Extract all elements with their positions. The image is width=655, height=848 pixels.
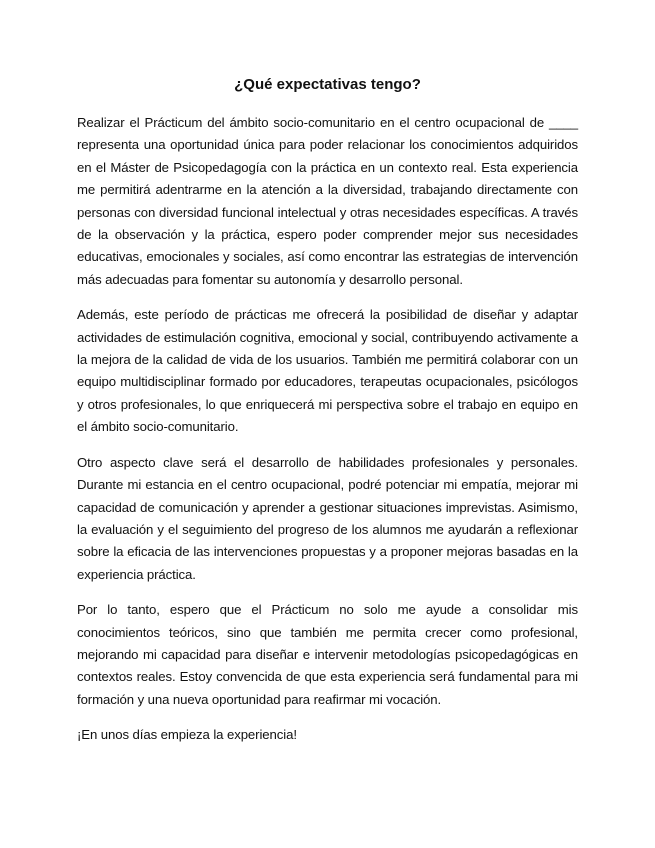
document-page — [77, 74, 578, 760]
paragraph-1: Realizar el Prácticum del ámbito socio-comunitario en el centro ocupacional de ____ representa una oportunidad única para poder relacionar los conocimientos adquiridos en el Máster de Psicopedagogía con la práctica en un contexto real. Esta experiencia me permitirá adentrarme en la atención a la diversidad, trabajando directamente con personas con diversidad funcional intelectual y otras necesidades específicas. A través de la observación y la práctica, espero poder comprender mejor sus necesidades educativas, emocionales y sociales, así como encontrar las estrategias de intervención más adecuadas para fomentar su autonomía y desarrollo personal. — [77, 115, 578, 287]
document-title: ¿Qué expectativas tengo? — [234, 76, 421, 93]
paragraph-4: Por lo tanto, espero que el Prácticum no solo me ayude a consolidar mis conocimientos teóricos, sino que también me permita crecer como profesional, mejorando mi capacidad para diseñar e intervenir metodologías psicopedagógicas en contextos reales. Estoy convencida de que esta experiencia será fundamental para mi formación y una nueva oportunidad para reafirmar mi vocación. — [77, 602, 578, 707]
paragraph-3: Otro aspecto clave será el desarrollo de habilidades profesionales y personales. Durante mi estancia en el centro ocupacional, podré potenciar mi empatía, mejorar mi capacidad de comunicación y aprender a gestionar situaciones imprevistas. Asimismo, la evaluación y el seguimiento del progreso de los alumnos me ayudarán a reflexionar sobre la eficacia de las intervenciones propuestas y a proponer mejoras basadas en la experiencia práctica. — [77, 454, 578, 582]
closing-line: ¡En unos días empieza la experiencia! — [77, 727, 297, 743]
paragraph-2: Además, este período de prácticas me ofrecerá la posibilidad de diseñar y adaptar actividades de estimulación cognitiva, emocional y social, contribuyendo activamente a la mejora de la calidad de vida de los usuarios. También me permitirá colaborar con un equipo multidisciplinar formado por educadores, terapeutas ocupacionales, psicólogos y otros profesionales, lo que enriquecerá mi perspectiva sobre el trabajo en equipo en el ámbito socio-comunitario. — [77, 307, 578, 435]
